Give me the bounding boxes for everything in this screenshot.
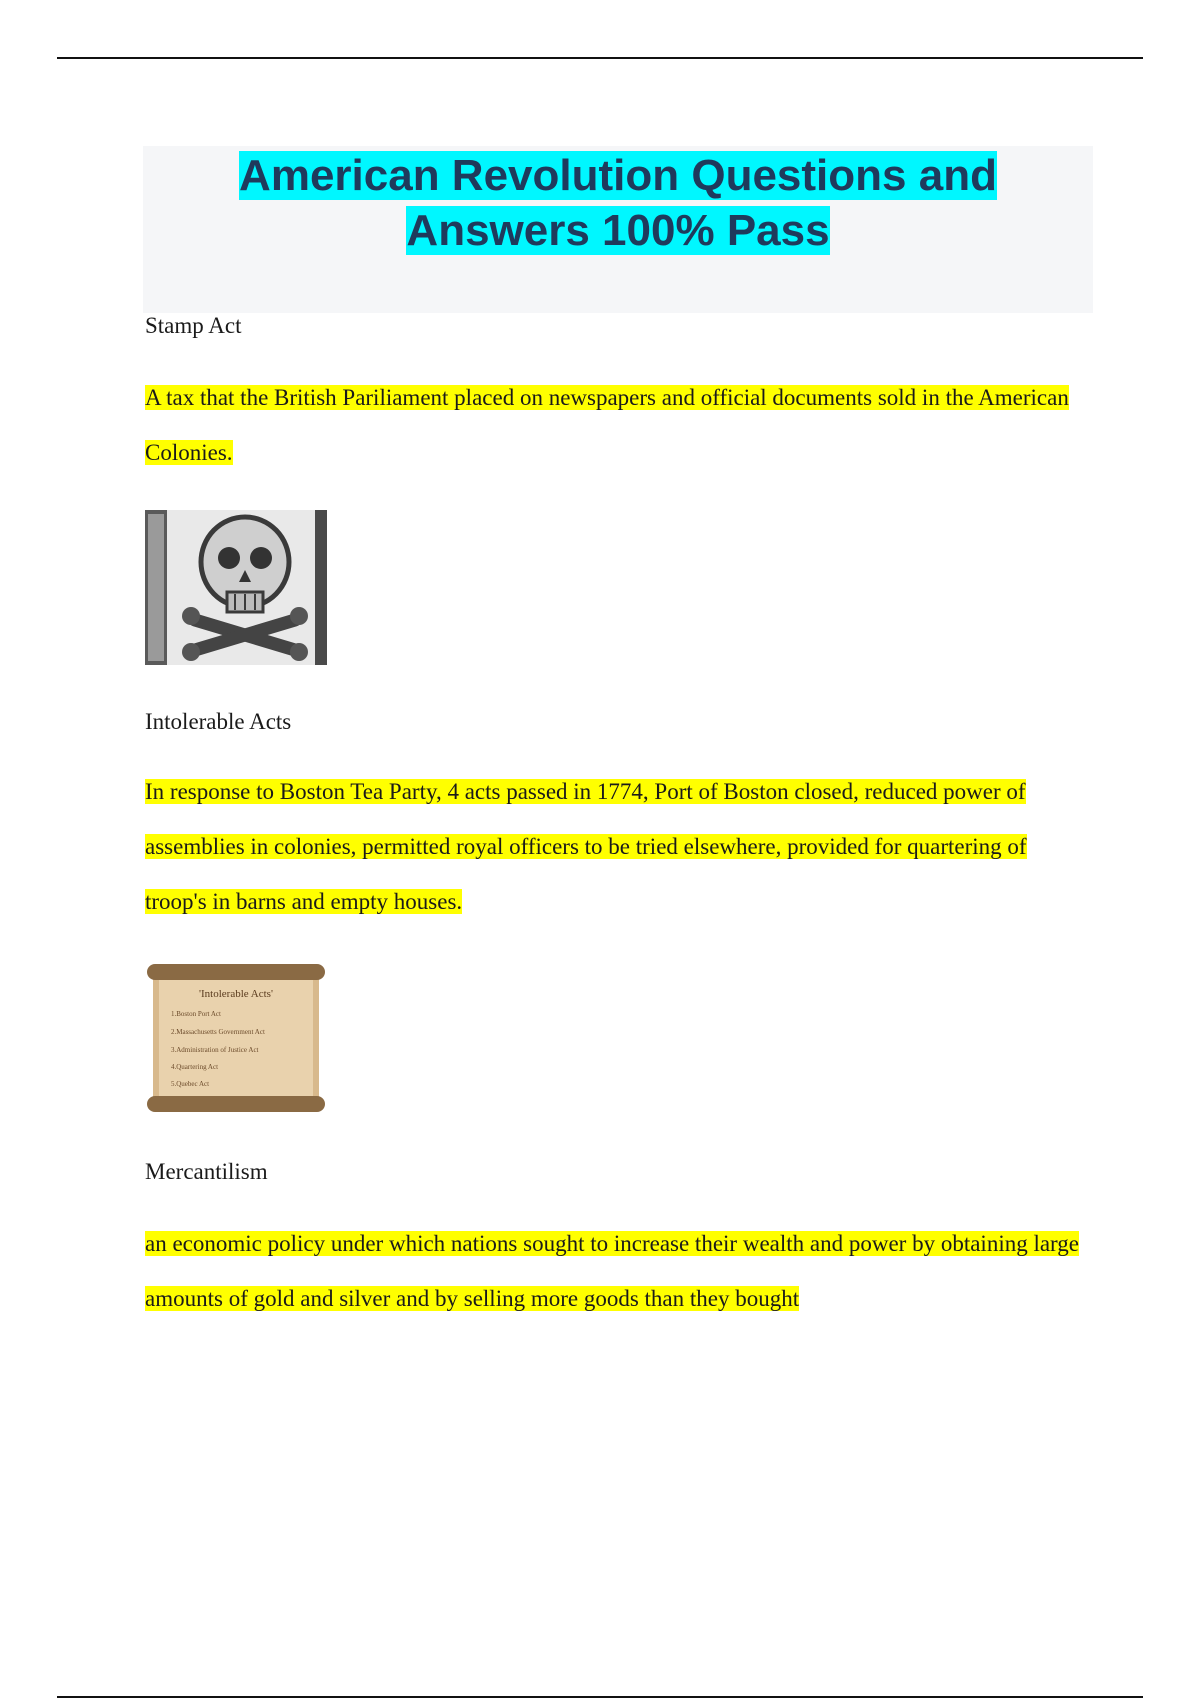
scroll-line: 5.Quebec Act bbox=[171, 1080, 210, 1088]
term-intolerable-acts: Intolerable Acts bbox=[145, 709, 292, 734]
footer-rule bbox=[57, 1696, 1143, 1698]
term-stamp-act: Stamp Act bbox=[145, 313, 242, 338]
scroll-icon bbox=[145, 962, 327, 1114]
page-title: American Revolution Questions and Answers 100% Pass bbox=[239, 151, 997, 255]
skull-crossbones-icon bbox=[145, 510, 327, 665]
scroll-line: 2.Massachusetts Government Act bbox=[171, 1028, 265, 1036]
scroll-heading: 'Intolerable Acts' bbox=[199, 988, 273, 1000]
title-banner bbox=[143, 146, 1093, 313]
header-rule bbox=[57, 57, 1143, 59]
definition-stamp-act: A tax that the British Pariliament placed on newspapers and official documents sold in the American Colonies. bbox=[145, 385, 1069, 465]
definition-mercantilism: an economic policy under which nations sought to increase their wealth and power by obtaining large amounts of gold and silver and by selling more goods than they bought bbox=[145, 1231, 1080, 1311]
term-mercantilism: Mercantilism bbox=[145, 1159, 268, 1184]
scroll-line: 3.Administration of Justice Act bbox=[171, 1046, 259, 1054]
scroll-line: 4.Quartering Act bbox=[171, 1063, 219, 1071]
definition-intolerable-acts: In response to Boston Tea Party, 4 acts passed in 1774, Port of Boston closed, reduced power of assemblies in colonies, permitted royal officers to be tried elsewhere, provided for quartering of troop's in barns and empty houses. bbox=[145, 779, 1027, 914]
scroll-line: 1.Boston Port Act bbox=[171, 1010, 221, 1018]
